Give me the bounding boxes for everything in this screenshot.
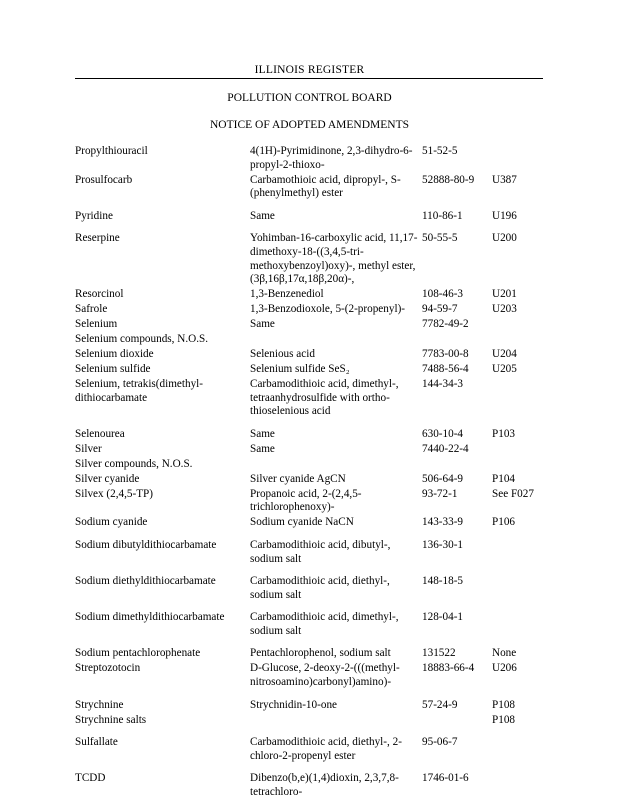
chemical-abstracts-name: Pentachlorophenol, sodium salt	[250, 647, 391, 660]
waste-code: U387	[492, 173, 517, 186]
waste-code: P108	[492, 698, 516, 711]
waste-code	[492, 318, 545, 332]
table-row	[75, 714, 545, 728]
table-row	[75, 378, 545, 419]
waste-code: U204	[492, 348, 517, 361]
chemical-abstracts-name: Carbamothioic acid, dipropyl-, S-(phenylmethyl) ester	[250, 173, 401, 200]
substance-name: Selenium, tetrakis(dimethyl-dithiocarbamate	[75, 378, 204, 404]
table-row	[75, 575, 545, 602]
substance-name: Sodium diethyldithiocarbamate	[75, 575, 216, 588]
waste-code: U206	[492, 662, 517, 675]
cas-number: 94-59-7	[422, 303, 458, 316]
chemical-abstracts-name: Carbamodithioic acid, dimethyl-, sodium salt	[250, 611, 399, 637]
table-row	[75, 443, 545, 457]
substance-name: Streptozotocin	[75, 662, 141, 675]
substance-name: Selenourea	[75, 427, 125, 440]
cas-number: 7488-56-4	[422, 363, 469, 376]
waste-code: U201	[492, 288, 517, 301]
chemical-abstracts-name: 4(1H)-Pyrimidinone, 2,3-dihydro-6-propyl-2-thioxo-	[250, 145, 413, 171]
chemical-abstracts-name: Same	[250, 427, 275, 440]
cas-number: 136-30-1	[422, 538, 464, 551]
substance-name: Silvex (2,4,5-TP)	[75, 487, 153, 500]
table-row	[75, 458, 545, 472]
chemical-abstracts-name: Propanoic acid, 2-(2,4,5-trichlorophenoxy)-	[250, 487, 362, 514]
cas-number: 144-34-3	[422, 378, 464, 391]
waste-code	[492, 772, 545, 799]
table-row	[75, 647, 545, 661]
table-row	[75, 348, 545, 362]
waste-code	[492, 443, 545, 457]
chemical-abstracts-name: Yohimban-16-carboxylic acid, 11,17-dimethoxy-18-((3,4,5-tri-methoxybenzoyl)oxy)-, methyl ester, (3β,16β,17α,18β,20α)-,	[250, 232, 418, 286]
chemical-abstracts-name	[250, 333, 422, 347]
substance-name: Silver compounds, N.O.S.	[75, 457, 193, 470]
table-row	[75, 210, 545, 224]
chemical-abstracts-name: Same	[250, 209, 275, 222]
waste-code: U203	[492, 303, 517, 316]
substance-name: Sodium dimethyldithiocarbamate	[75, 611, 225, 624]
table-row	[75, 488, 545, 515]
waste-code: None	[492, 647, 517, 660]
cas-number	[422, 458, 492, 472]
substance-name: Prosulfocarb	[75, 173, 133, 186]
chemical-abstracts-name	[250, 714, 422, 728]
cas-number: 7782-49-2	[422, 318, 469, 331]
substance-name: Sulfallate	[75, 736, 118, 749]
waste-code	[492, 333, 545, 347]
waste-code: U200	[492, 232, 517, 245]
waste-code: U196	[492, 209, 517, 222]
waste-code: P104	[492, 472, 516, 485]
substance-name: Sodium pentachlorophenate	[75, 647, 201, 660]
chemical-abstracts-name: Carbamodithioic acid, diethyl-, 2-chloro-2-propenyl ester	[250, 736, 402, 762]
table-row	[75, 428, 545, 442]
waste-code: P103	[492, 427, 516, 440]
cas-number: 95-06-7	[422, 736, 458, 749]
table-row	[75, 174, 545, 201]
cas-number	[422, 333, 492, 347]
cas-number: 50-55-5	[422, 232, 458, 245]
cas-number: 506-64-9	[422, 472, 464, 485]
waste-code	[492, 539, 545, 566]
substance-name: Safrole	[75, 303, 108, 316]
waste-code	[492, 458, 545, 472]
table-row	[75, 736, 545, 763]
register-title: ILLINOIS REGISTER	[254, 64, 365, 76]
substance-name: Silver	[75, 442, 102, 455]
cas-number: 18883-66-4	[422, 662, 475, 675]
board-name: POLLUTION CONTROL BOARD	[227, 92, 392, 104]
chemical-abstracts-name: Carbamodithioic acid, diethyl-, sodium salt	[250, 575, 390, 601]
cas-number: 108-46-3	[422, 288, 464, 301]
chemical-abstracts-name: Dibenzo(b,e)(1,4)dioxin, 2,3,7,8-tetrachloro-	[250, 772, 399, 799]
chemical-abstracts-name: Same	[250, 318, 275, 331]
chemical-abstracts-name: Same	[250, 442, 275, 455]
substance-name: Selenium compounds, N.O.S.	[75, 333, 209, 346]
waste-code	[492, 378, 545, 419]
waste-code: P108	[492, 713, 516, 726]
table-row	[75, 772, 545, 799]
substance-name: Reserpine	[75, 232, 120, 245]
cas-number: 51-52-5	[422, 145, 458, 157]
hazardous-constituents-table	[75, 145, 545, 801]
substance-name: Pyridine	[75, 209, 113, 222]
table-row	[75, 363, 545, 377]
cas-number: 148-18-5	[422, 575, 464, 588]
waste-code: See F027	[492, 487, 534, 500]
chemical-abstracts-name: Carbamodithioic acid, dibutyl-, sodium salt	[250, 538, 391, 565]
substance-name: Sodium dibutyldithiocarbamate	[75, 538, 217, 551]
table-row	[75, 288, 545, 302]
notice-title: NOTICE OF ADOPTED AMENDMENTS	[209, 119, 410, 131]
waste-code: P106	[492, 516, 516, 529]
cas-number: 110-86-1	[422, 209, 463, 222]
table-row	[75, 333, 545, 347]
table-row	[75, 516, 545, 530]
cas-number: 52888-80-9	[422, 173, 475, 186]
chemical-abstracts-name: 1,3-Benzodioxole, 5-(2-propenyl)-	[250, 303, 406, 316]
substance-name: Resorcinol	[75, 288, 124, 301]
cas-number: 7440-22-4	[422, 442, 469, 455]
substance-name: Sodium cyanide	[75, 516, 148, 529]
chemical-abstracts-name: Carbamodithioic acid, dimethyl-, tetraanhydrosulfide with ortho-thioselenious acid	[250, 378, 399, 418]
cas-number: 57-24-9	[422, 698, 458, 711]
chemical-abstracts-name: D-Glucose, 2-deoxy-2-(((methyl-nitrosoamino)carbonyl)amino)-	[250, 662, 400, 689]
waste-code	[492, 736, 545, 763]
waste-code	[492, 145, 545, 172]
chemical-abstracts-name: Strychnidin-10-one	[250, 698, 337, 711]
substance-name: Selenium dioxide	[75, 348, 154, 361]
table-row	[75, 662, 545, 689]
waste-code: U205	[492, 363, 517, 376]
table-row	[75, 699, 545, 713]
substance-name: Selenium	[75, 318, 118, 331]
table-row	[75, 318, 545, 332]
chemical-abstracts-name: 1,3-Benzenediol	[250, 288, 324, 301]
substance-name: Strychnine	[75, 698, 124, 711]
substance-name: Propylthiouracil	[75, 145, 148, 157]
substance-name: Strychnine salts	[75, 713, 147, 726]
substance-name: TCDD	[75, 772, 106, 785]
table-row	[75, 303, 545, 317]
table-row	[75, 539, 545, 566]
substance-name: Silver cyanide	[75, 472, 140, 485]
table-row	[75, 611, 545, 638]
cas-number: 128-04-1	[422, 611, 464, 624]
cas-number: 1746-01-6	[422, 772, 469, 785]
chemical-abstracts-name	[250, 458, 422, 472]
cas-number: 93-72-1	[422, 487, 458, 500]
cas-number	[422, 714, 492, 728]
waste-code	[492, 611, 545, 638]
table-row	[75, 145, 545, 172]
cas-number: 131522	[422, 647, 456, 660]
header-rule	[75, 78, 543, 79]
chemical-abstracts-name: Silver cyanide AgCN	[250, 472, 346, 485]
waste-code	[492, 575, 545, 602]
substance-name: Selenium sulfide	[75, 363, 151, 376]
chemical-abstracts-name: Selenious acid	[250, 348, 315, 361]
chemical-abstracts-name: Selenium sulfide SeS₂	[250, 363, 350, 376]
table-row	[75, 473, 545, 487]
cas-number: 630-10-4	[422, 427, 464, 440]
cas-number: 143-33-9	[422, 516, 464, 529]
chemical-abstracts-name: Sodium cyanide NaCN	[250, 516, 354, 529]
table-row	[75, 232, 545, 286]
cas-number: 7783-00-8	[422, 348, 469, 361]
